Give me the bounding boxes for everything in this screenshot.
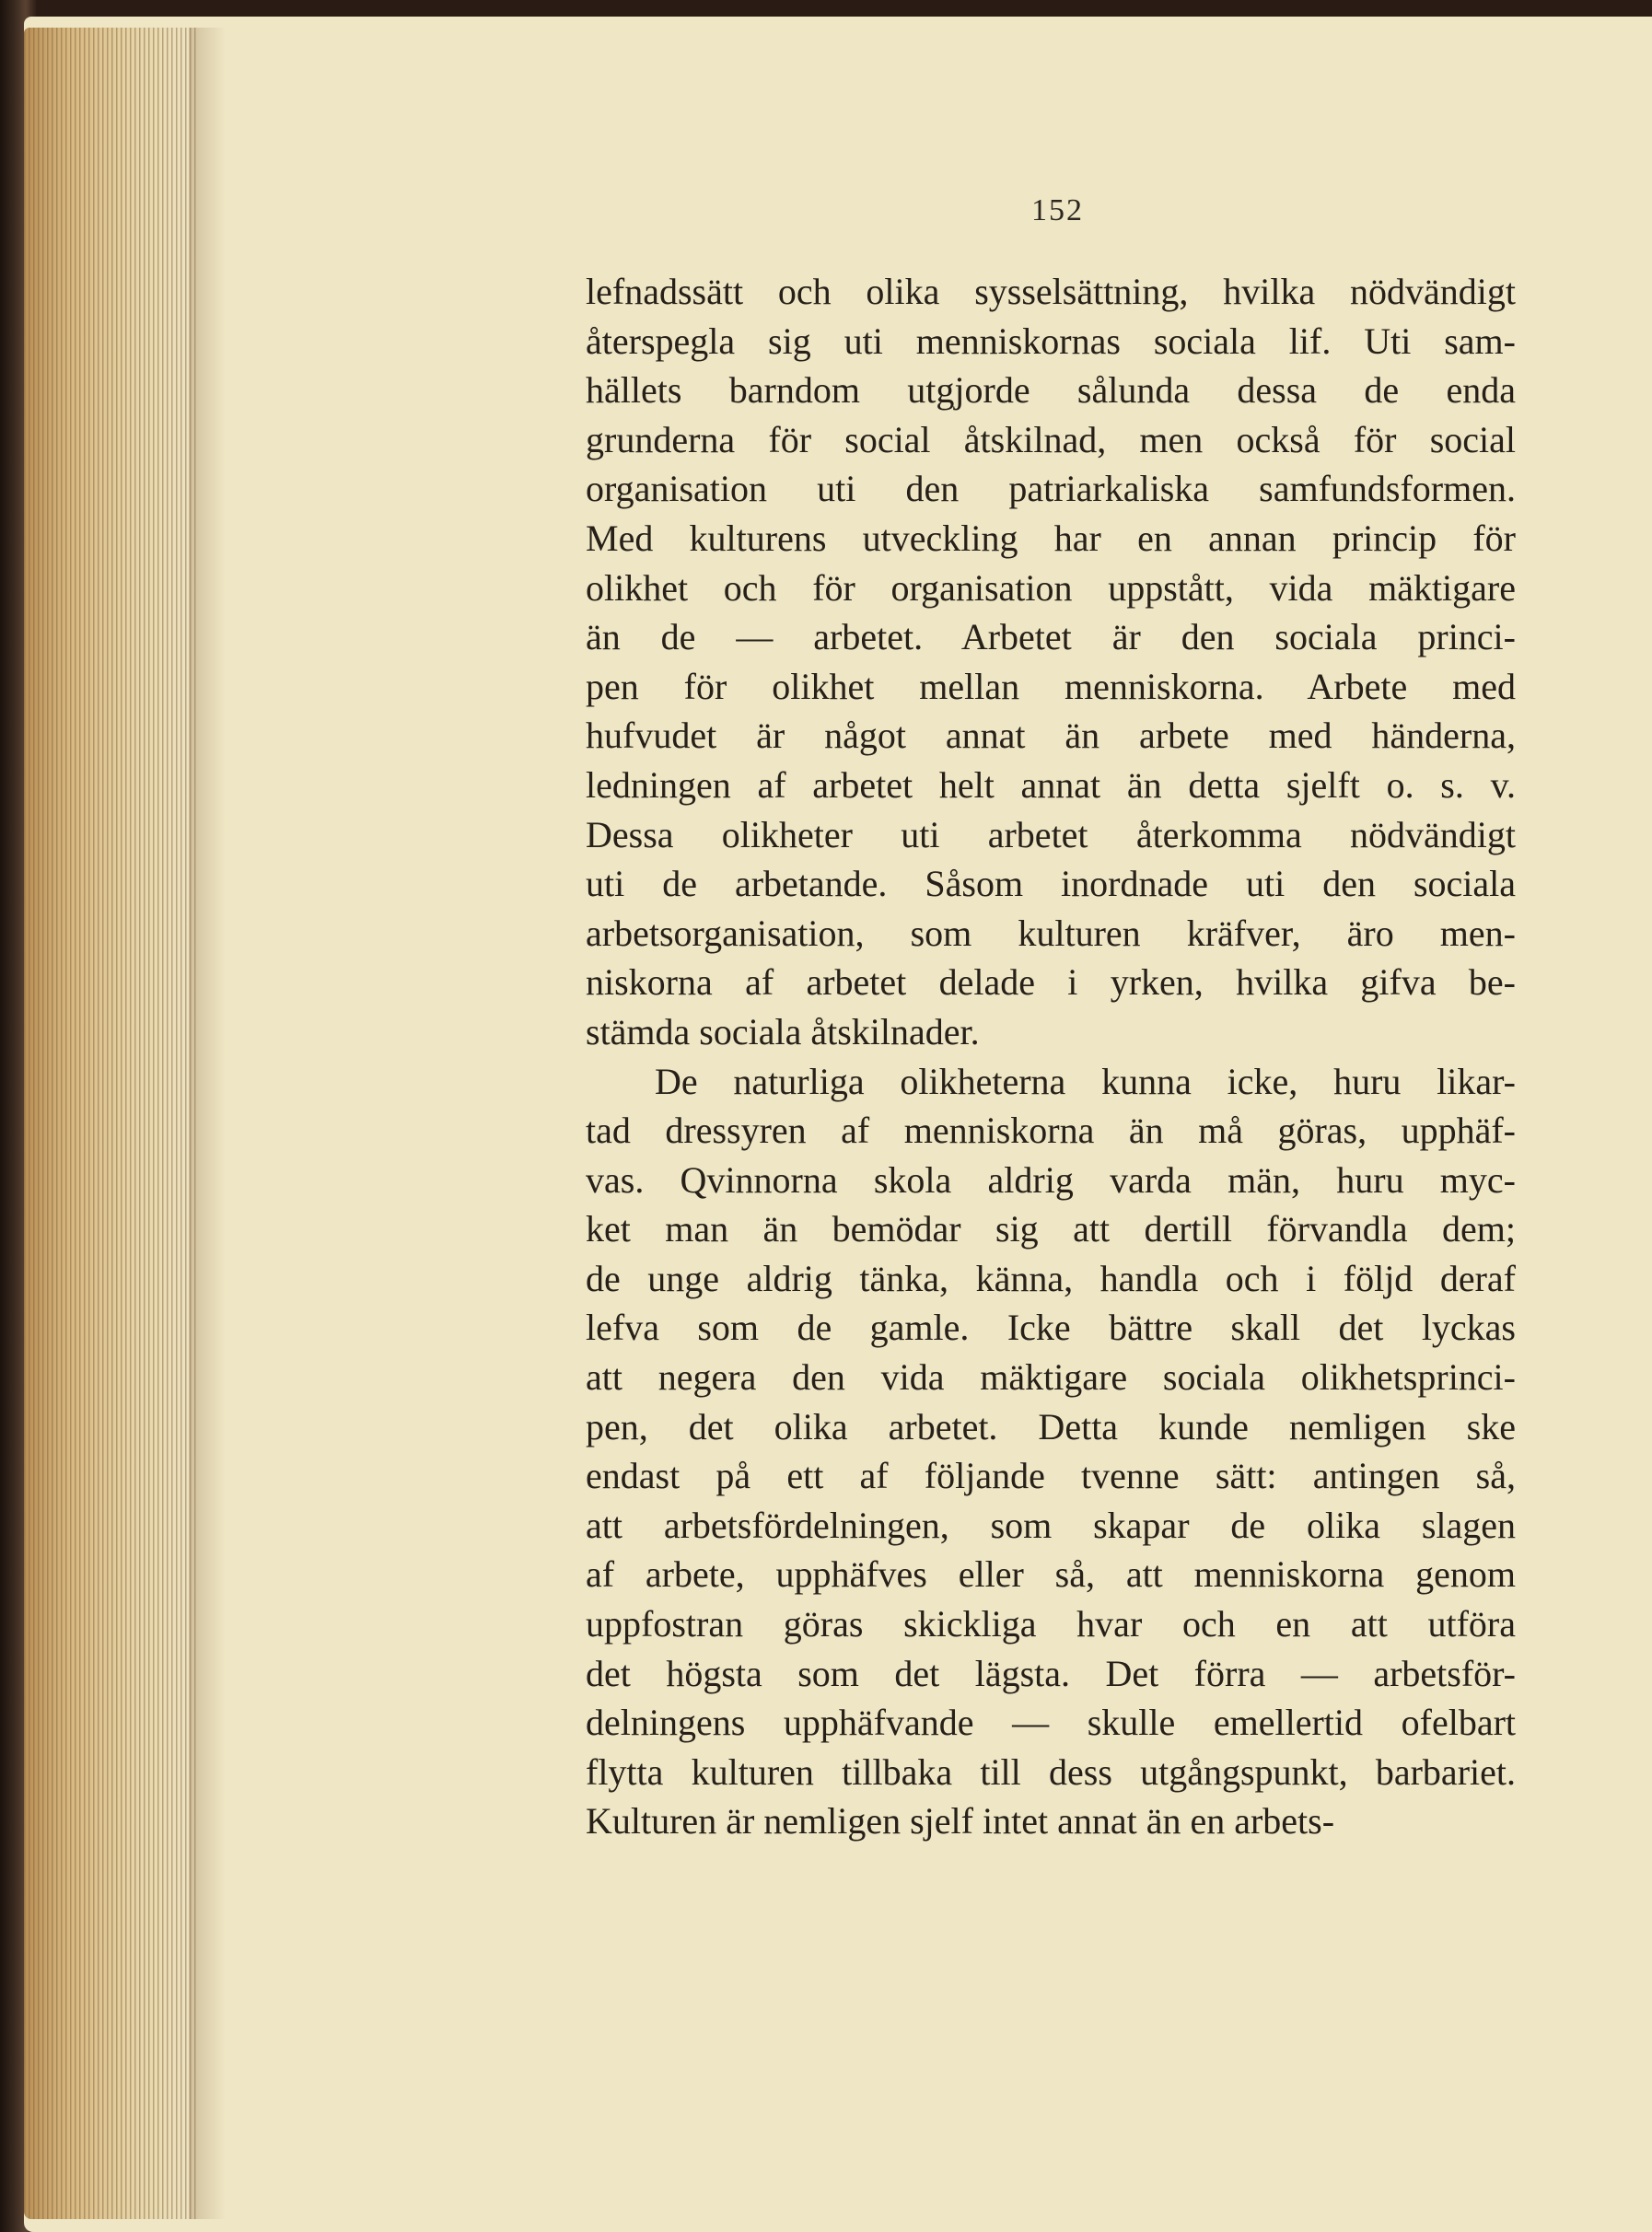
text-line: hufvudet är något annat än arbete med händerna, <box>586 715 1516 757</box>
text-line: De naturliga olikheterna kunna icke, huru likar- <box>655 1060 1516 1102</box>
text-line: lefnadssätt och olika sysselsättning, hvilka nödvändigt <box>586 271 1516 312</box>
text-line: de unge aldrig tänka, känna, handla och i följd deraf <box>586 1257 1516 1299</box>
text-line: än de — arbetet. Arbetet är den sociala princi- <box>586 616 1516 658</box>
text-line: uppfostran göras skickliga hvar och en att utföra <box>586 1603 1516 1645</box>
text-line: tad dressyren af menniskorna än må göras, upphäf- <box>586 1110 1516 1152</box>
text-line: ket man än bemödar sig att dertill förvandla dem; <box>586 1208 1516 1250</box>
text-line: Dessa olikheter uti arbetet återkomma nödvändigt <box>586 813 1516 855</box>
text-line: lefva som de gamle. Icke bättre skall det lyckas <box>586 1307 1516 1349</box>
text-line: niskorna af arbetet delade i yrken, hvilka gifva be- <box>586 961 1516 1004</box>
text-line: hällets barndom utgjorde sålunda dessa de enda <box>586 369 1516 412</box>
text-line: delningens upphäfvande — skulle emellertid ofelbart <box>586 1702 1516 1744</box>
text-line: endast på ett af följande tvenne sätt: antingen så, <box>586 1455 1516 1497</box>
text-line: Kulturen är nemligen sjelf intet annat än en arbets- <box>586 1800 1335 1843</box>
text-line: uti de arbetande. Såsom inordnade uti den sociala <box>586 863 1516 905</box>
text-line: att arbetsfördelningen, som skapar de olika slagen <box>586 1504 1516 1546</box>
page-edges <box>24 28 199 2219</box>
text-line: Med kulturens utveckling har en annan princip för <box>586 517 1516 559</box>
body-text <box>586 267 1516 1846</box>
text-line: flytta kulturen tillbaka till dess utgångspunkt, barbariet. <box>586 1750 1516 1793</box>
text-line: pen, det olika arbetet. Detta kunde nemligen ske <box>586 1405 1516 1447</box>
text-line: ledningen af arbetet helt annat än detta sjelft o. s. v. <box>586 763 1516 806</box>
text-line: grunderna för social åtskilnad, men också för social <box>586 418 1516 460</box>
text-line: olikhet och för organisation uppstått, vida mäktigare <box>586 566 1516 609</box>
text-line: att negera den vida mäktigare sociala olikhetsprinci- <box>586 1356 1516 1399</box>
text-line: pen för olikhet mellan menniskorna. Arbete med <box>586 665 1516 707</box>
paragraph <box>586 1057 1516 1847</box>
text-line: stämda sociala åtskilnader. <box>586 1010 980 1052</box>
text-line: af arbete, upphäfves eller så, att menniskorna genom <box>586 1553 1516 1596</box>
text-line: det högsta som det lägsta. Det förra — arbetsför- <box>586 1652 1516 1694</box>
text-line: vas. Qvinnorna skola aldrig varda män, huru myc- <box>586 1158 1516 1201</box>
text-line: organisation uti den patriarkaliska samfundsformen. <box>586 468 1516 510</box>
text-line: återspegla sig uti menniskornas sociala lif. Uti sam- <box>586 320 1516 362</box>
page-number: 152 <box>1031 193 1084 227</box>
text-line: arbetsorganisation, som kulturen kräfver, äro men- <box>586 912 1516 954</box>
paragraph <box>586 267 1516 1057</box>
gutter-shadow <box>189 28 226 2219</box>
